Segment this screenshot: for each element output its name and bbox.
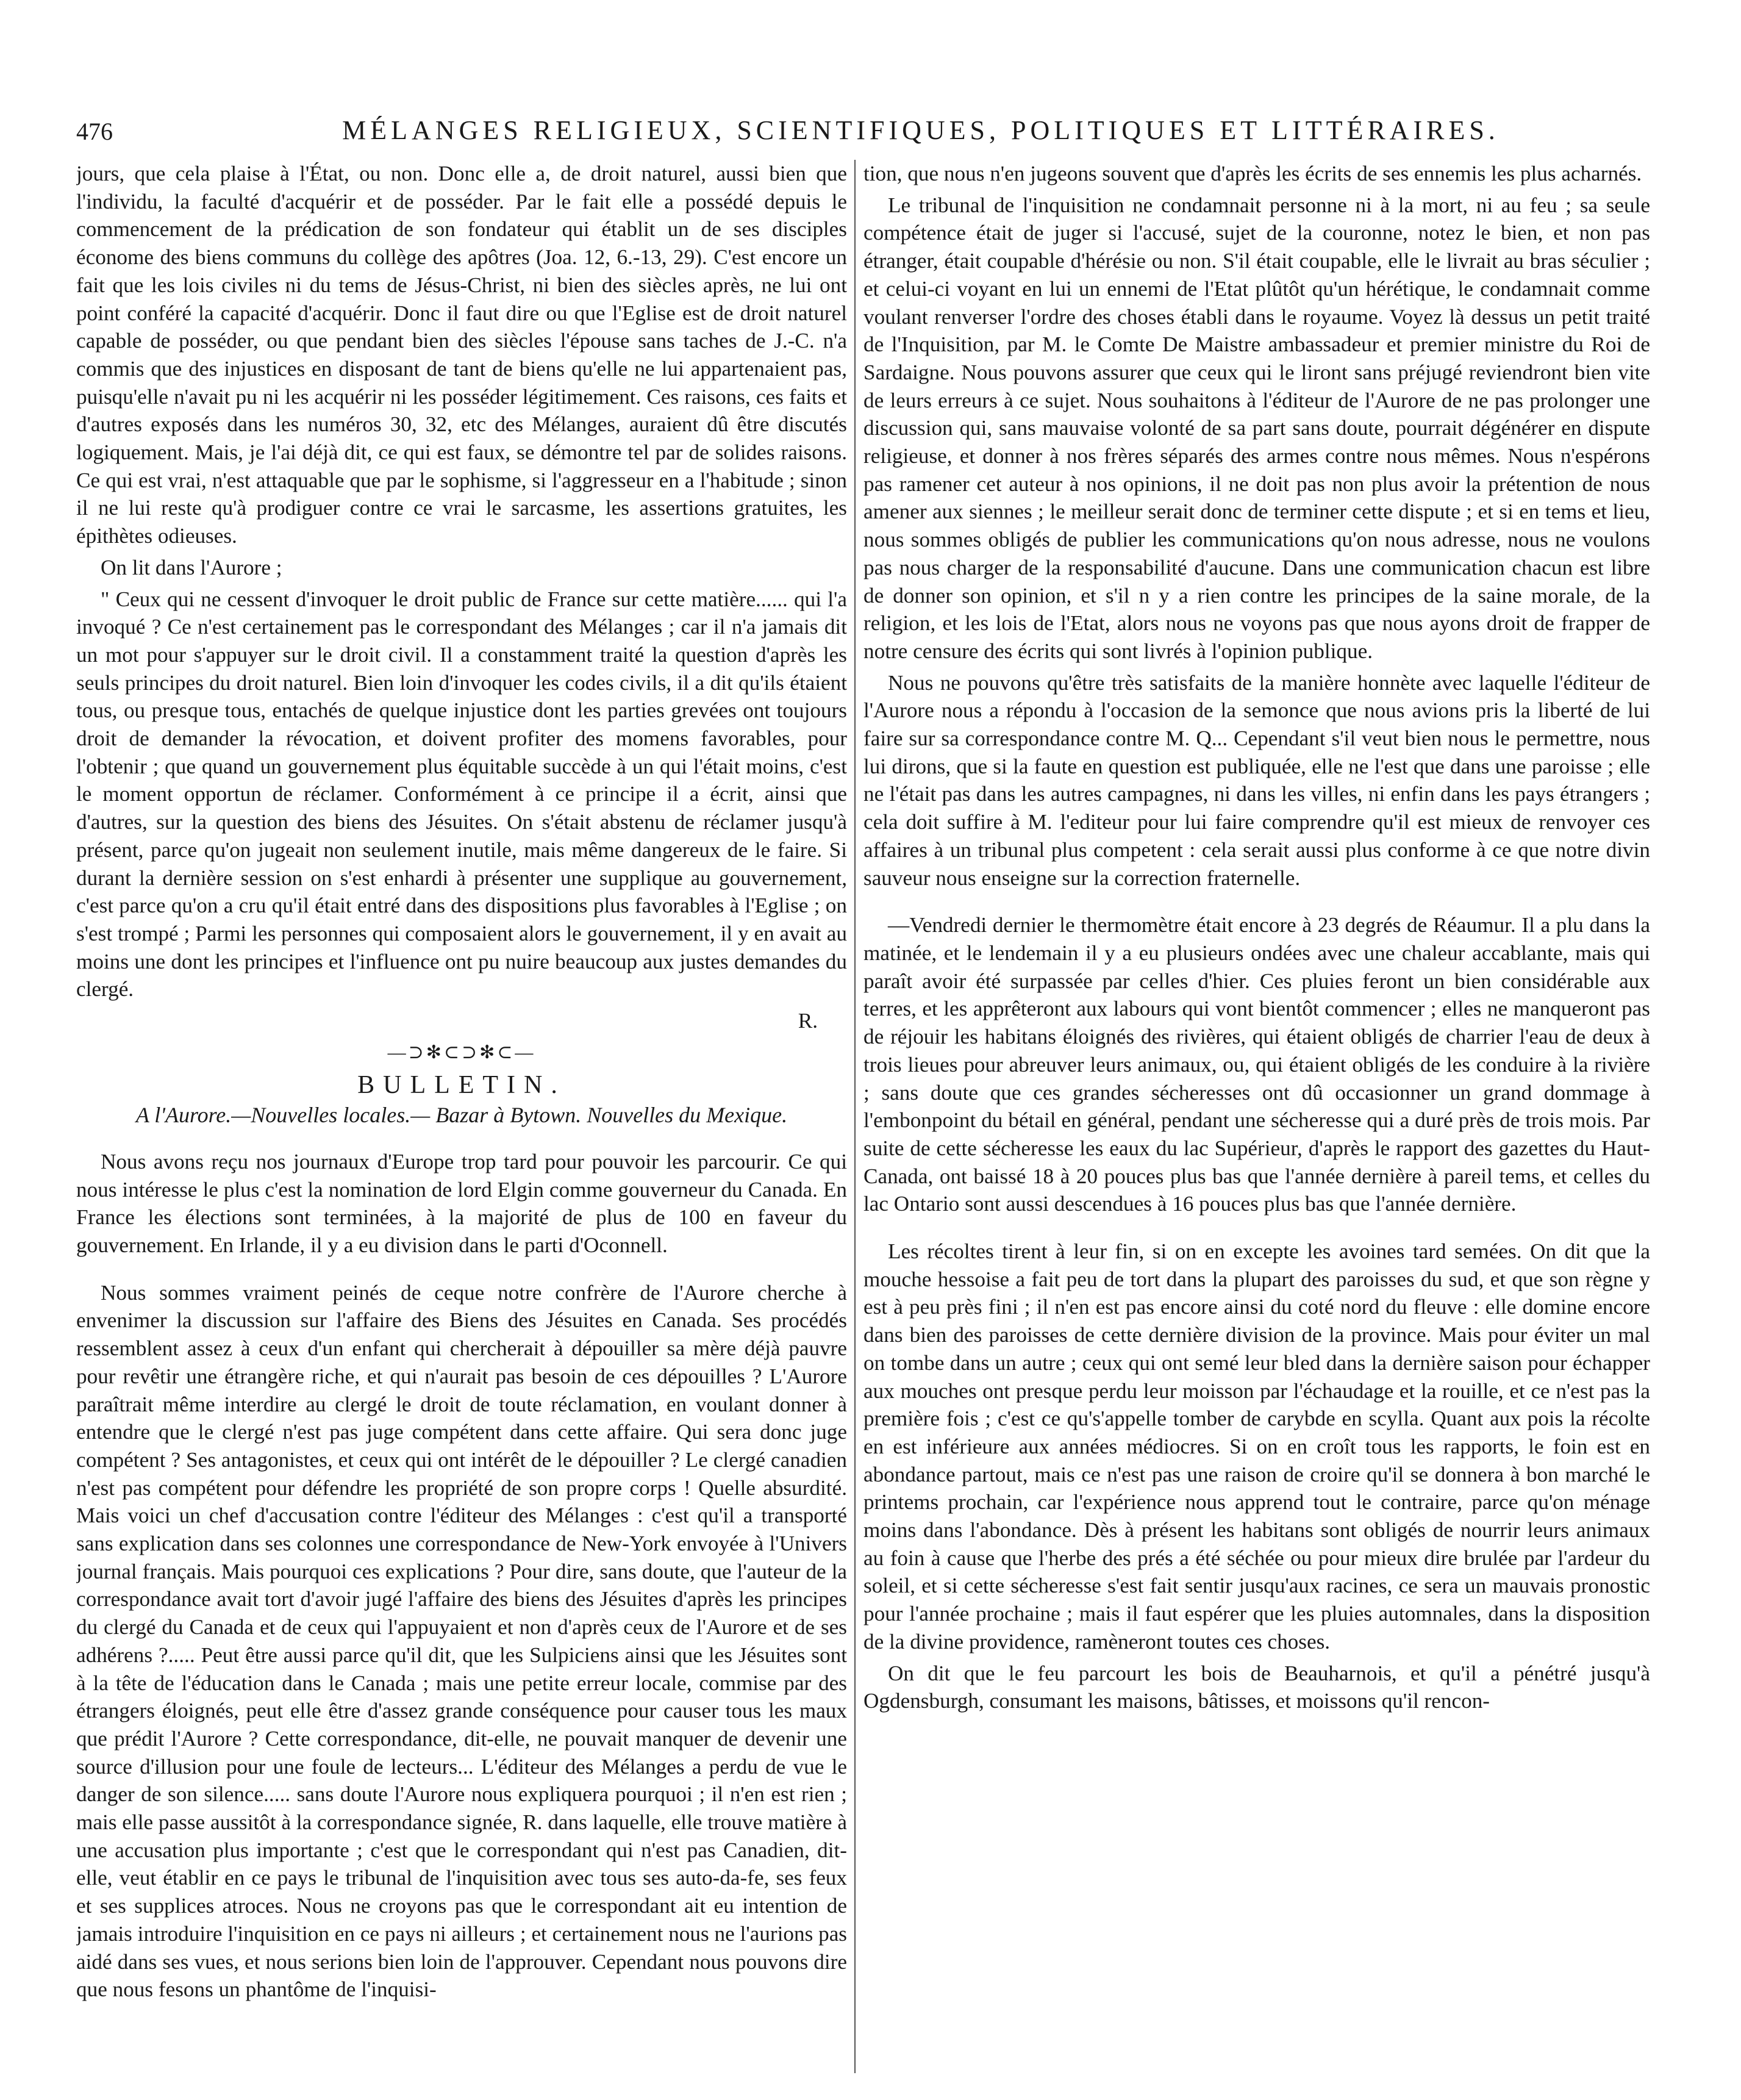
ornament-divider: —⊃✻⊂⊃✻⊂— xyxy=(387,1042,536,1063)
paragraph: tion, que nous n'en jugeons souvent que d'après les écrits de ses ennemis les plus acharnés. xyxy=(863,162,1642,185)
paragraph: Nous sommes vraiment peinés de ceque notre confrère de l'Aurore cherche à envenimer la discussion sur l'affaire des Biens des Jésuites en Canada. Ses procédés ressemblent assez à ceux d'un enfant qui chercherait à dépouiller sa mère déjà pauvre pour revêtir une étrangère riche, et qui n'aurait pas besoin de ces dépouilles ? L'Aurore paraîtrait même interdire au clergé le droit de toute réclamation, en voulant donner à entendre que le clergé n'est pas juge compétent dans cette affaire. Qui sera donc juge compétent ? Ses antagonistes, et ceux qui ont intérêt de le dépouiller ? Le clergé canadien n'est pas compétent pour défendre les propriété de son propre corps ! Quelle absurdité. Mais voici un chef d'accusation contre l'éditeur des Mélanges : c'est qu'il a transporté sans explication dans ses colonnes une correspondance de New-York envoyée à l'Univers journal français. Mais pourquoi ces explications ? Pour dire, sans doute, que l'auteur de la correspondance avait tort d'avoir jugé l'affaire des biens des Jésuites d'après les principes du clergé du Canada et de ceux qui l'appuyaient et non d'après ceux de l'Aurore et de ses adhérens ?..... Peut être aussi parce qu'il dit, que les Sulpiciens ainsi que les Jésuites sont à la tête de l'éducation dans le Canada ; mais une petite erreur locale, commise par des étrangers éloignés, peut elle être d'assez grande conséquence pour causer tous les maux que prédit l'Aurore ? Cette correspondance, dit-elle, ne pouvait manquer de devenir une source d'illusion pour une foule de lecteurs... L'éditeur des Mélanges a perdu de vue le danger de son silence..... sans doute l'Aurore nous expliquera pourquoi ; il n'en est rien ; mais elle passe aussitôt à la correspondance signée, R. dans laquelle, elle trouve matière à une accusation plus importante ; c'est que le correspondant qui n'est pas Canadien, dit-elle, veut établir en ce pays le tribunal de l'inquisition avec tous ses auto-da-fe, ses feux et ses supplices atroces. Nous ne croyons pas que le correspondant ait eu intention de jamais introduire l'inquisition en ce pays ni ailleurs ; et certainement nous ne l'aurions pas aidé dans ses vues, et nous serions bien loin de l'approuver. Cependant nous pouvons dire que nous fesons un phantôme de l'inquisi- xyxy=(76,1280,847,2002)
paragraph: Les récoltes tirent à leur fin, si on en excepte les avoines tard semées. On dit que la mouche hessoise a fait peu de tort dans la plupart des paroisses du sud, et que son règne y est à peu près fini ; il n'en est pas encore ainsi du coté nord du fleuve : elle domine encore dans bien des paroisses de cette dernière division de la province. Mais pour éviter un mal on tombe dans un autre ; ceux qui ont semé leur bled dans la dernière saison pour échapper aux mouches ont presque perdu leur moisson par l'échaudage et la rouille, et ce n'est pas la première fois ; c'est ce qu's'appelle tomber de carybde en scylla. Quant aux pois la récolte en est inférieure aux années médiocres. Si on en croît tous les rapports, le foin est en abondance partout, mais ce n'est pas une raison de croire qu'il se donnera à bon marché le printems prochain, car l'expérience nous apprend tout le contraire, parce qu'on ménage moins dans l'abondance. Dès à présent les habitans sont obligés de nourrir leurs animaux au foin à cause que l'herbe des prés a été séchée ou pour mieux dire brulée par l'ardeur du soleil, et si cette sécheresse s'est fait sentir jusqu'aux racines, ce sera un mauvais pronostic pour l'année prochaine ; mais il faut espérer que les pluies automnales, dans la disposition de la divine providence, ramèneront toutes ces choses. xyxy=(863,1239,1650,1654)
paragraph: —Vendredi dernier le thermomètre était encore à 23 degrés de Réaumur. Il a plu dans la matinée, et le lendemain il y a eu plusieurs ondées avec une chaleur accablante, mais qui paraît avoir été surpassée par celles d'hier. Ces pluies feront un bien considérable aux terres, et les apprêteront aux labours qui vont bientôt commencer ; elles ne manqueront pas de réjouir les habitans éloignés des rivières, qui étaient obligés de charrier l'eau de deux à trois lieues pour abreuver leurs animaux, ou, qui étaient obligés de les conduire à la rivière ; sans doute que ces grandes sécheresses ont dû occasionner un grand dommage à l'embonpoint du bétail en général, pendant une sécheresse qui a duré près de trois mois. Par suite de cette sécheresse les eaux du lac Supérieur, d'après le rapport des gazettes du Haut-Canada, ont baissé 18 à 20 pouces plus bas que l'année dernière à pareil tems, et celles du lac Ontario sont aussi descendues à 16 pouces plus bas que l'année dernière. xyxy=(863,913,1650,1216)
running-title: MÉLANGES RELIGIEUX, SCIENTIFIQUES, POLITIQUES ET LITTÉRAIRES. xyxy=(342,115,1500,145)
page-header xyxy=(76,109,1656,157)
paragraph: jours, que cela plaise à l'État, ou non. Donc elle a, de droit naturel, aussi bien que l'individu, la faculté d'acquérir et de posséder. Par le fait elle a possédé depuis le commencement de la prédication de son fondateur qui établit un de ses disciples économe des biens communs du collège des apôtres (Joa. 12, 6.-13, 29). C'est encore un fait que les lois civiles ni du tems de Jésus-Christ, ni bien des siècles après, ne lui ont point conféré la capacité d'acquérir. Donc il faut dire ou que l'Eglise est de droit naturel capable de posséder, ou que pendant bien des siècles l'épouse sans taches de J.-C. n'a commis que des injustices en disposant de tant de biens qu'elle ne lui appartenaient pas, puisqu'elle n'avait pu ni les acquérir ni les posséder légitimement. Ces raisons, ces faits et d'autres exposés dans les numéros 30, 32, etc des Mélanges, auraient dû être discutés logiquement. Mais, je l'ai déjà dit, ce qui est faux, se démontre tel par de solides raisons. Ce qui est vrai, n'est attaquable que par le sophisme, si l'aggresseur en a l'habitude ; sinon il ne lui reste qu'à prodiguer contre ce vrai le sarcasme, les assertions gratuites, les épithètes odieuses. xyxy=(76,162,847,548)
signature: R. xyxy=(798,1009,818,1033)
left-column xyxy=(76,160,847,2073)
paragraph: Le tribunal de l'inquisition ne condamnait personne ni à la mort, ni au feu ; sa seule compétence était de juger si l'accusé, sujet de la couronne, notez le bien, et non pas étranger, était coupable d'hérésie ou non. S'il était coupable, elle le livrait au bras séculier ; et celui-ci voyant en lui un ennemi de l'Etat plûtôt qu'un hérétique, le condamnait comme voulant renverser l'ordre des choses établi dans le royaume. Voyez là dessus un petit traité de l'Inquisition, par M. le Comte De Maistre ambassadeur et premier ministre du Roi de Sardaigne. Nous pouvons assurer que ceux qui le liront sans préjugé reviendront bien vite de leurs erreurs à ce sujet. Nous souhaitons à l'éditeur de l'Aurore de ne pas prolonger une discussion qui, sans mauvaise volonté de sa part sans doute, pourrait dégénérer en dispute religieuse, et donner à nos frères séparés des armes contre nous mêmes. Nous n'espérons pas ramener cet auteur à nos opinions, il ne doit pas non plus avoir la prétention de nous amener aux siennes ; le meilleur serait donc de terminer cette dispute ; et si en tems et lieu, nous sommes obligés de publier les communications qu'on nous adresse, nous ne voulons pas nous charger de la responsabilité d'aucune. Dans une communication chacun est libre de donner son opinion, et s'il n y a rien contre les principes de la saine morale, de la religion, et les lois de l'Etat, alors nous ne voyons pas que nous ayons droit de frapper de notre censure des écrits qui sont livrés à l'opinion publique. xyxy=(863,193,1650,663)
paragraph: Nous ne pouvons qu'être très satisfaits de la manière honnète avec laquelle l'éditeur de l'Aurore nous a répondu à l'occasion de la semonce que nous avions pris la liberté de lui faire sur sa correspondance contre M. Q... Cependant s'il veut bien nous le permettre, nous lui dirons, que si la faute en question est publiquée, elle ne l'est que dans une paroisse ; elle ne l'était pas dans les autres campagnes, ni dans les villes, ni enfin dans les pays étrangers ; cela doit suffire à M. l'editeur pour lui faire comprendre qu'il est mieux de renvoyer ces affaires à un tribunal plus competent : cela serait aussi plus conforme à ce que notre divin sauveur nous enseigne sur la correction fraternelle. xyxy=(863,670,1650,890)
paragraph: Nous avons reçu nos journaux d'Europe trop tard pour pouvoir les parcourir. Ce qui nous intéresse le plus c'est la nomination de lord Elgin comme gouverneur du Canada. En France les élections sont terminées, à la majorité de plus de 100 en faveur du gouvernement. En Irlande, il y a eu division dans le parti d'Oconnell. xyxy=(76,1149,847,1258)
bulletin-subtitle: A l'Aurore.—Nouvelles locales.— Bazar à Bytown. Nouvelles du Mexique. xyxy=(135,1103,788,1128)
bulletin-title: BULLETIN. xyxy=(357,1070,566,1099)
column-divider xyxy=(854,160,856,2073)
paragraph: On lit dans l'Aurore ; xyxy=(101,555,282,579)
right-column xyxy=(863,160,1650,2073)
quoted-paragraph: " Ceux qui ne cessent d'invoquer le droit public de France sur cette matière...... qui l'a invoqué ? Ce n'est certainement pas le correspondant des Mélanges ; car il n'a jamais dit un mot pour s'appuyer sur le droit civil. Il a constamment traité la question d'après les seuls principes du droit naturel. Bien loin d'invoquer les codes civils, il a dit qu'ils étaient tous, ou presque tous, entachés de quelque injustice dont les parties grevées ont toujours droit de demander la révocation, et doivent profiter des momens favorables, pour l'obtenir ; que quand un gouvernement plus équitable succède à un qui l'était moins, c'est le moment opportun de réclamer. Conformément à ce principe il a écrit, ainsi que d'autres, sur la question des biens des Jésuites. On s'était abstenu de réclamer jusqu'à présent, parce qu'on jugeait non seulement inutile, mais même dangereux de le faire. Si durant la dernière session on s'est enhardi à présenter une supplique au gouvernement, c'est parce qu'on a cru qu'il était entré dans des dispositions plus favorables à l'Eglise ; on s'est trompé ; Parmi les personnes qui composaient alors le gouvernement, il y en avait au moins une dont les principes et l'influence ont pu nuire beaucoup aux justes demandes du clergé. xyxy=(76,587,847,1002)
paragraph: On dit que le feu parcourt les bois de Beauharnois, et qu'il a pénétré jusqu'à Ogdensburgh, consumant les maisons, bâtisses, et moissons qu'il rencon- xyxy=(863,1661,1650,1713)
page-number: 476 xyxy=(76,118,113,145)
